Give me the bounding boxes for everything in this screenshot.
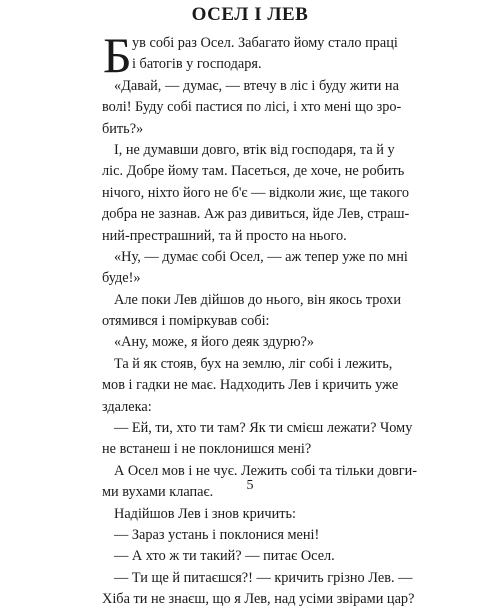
text-line: не встанеш і не поклонишся мені? [102,441,312,458]
text-line: «Давай, — думає, — втечу в ліс і буду жити на [114,77,399,94]
text-line: Надійшов Лев і знов кричить: [114,505,296,522]
text-line: «Ну, — думає собі Осел, — аж тепер уже по мні [114,248,408,265]
first-paragraph [102,27,402,83]
text-line: Але поки Лев дійшов до нього, він якось трохи [114,291,401,308]
text-line: — Зараз устань і поклонися мені! [114,527,320,543]
story-title: ОСЕЛ І ЛЕВ [191,4,309,25]
page-number: 5 [246,478,254,493]
text-line: ми вухами клапає. [102,484,214,501]
text-line: — А хто ж ти такий? — питає Осел. [114,548,335,565]
text-line: добра не зазнав. Аж раз дивиться, йде Лев, страш- [102,206,410,223]
text-line: здалека: [102,398,152,415]
text-line: А Осел мов і не чує. Лежить собі та тільки довги- [114,462,418,479]
text-line: Хіба ти не знаєш, що я Лев, над усіми звірами цар? [102,591,415,608]
text-line: мов і гадки не має. Надходить Лев і кричить уже [102,377,399,394]
text-line: «Ану, може, я його деяк здурю?» [114,334,315,351]
text-line: нічого, ніхто його не б'є — відколи жиє, ще такого [102,184,410,201]
text-line: — Ей, ти, хто ти там? Як ти смієш лежати? Чому [114,420,413,437]
story-text [102,27,418,611]
text-line: і батогів у господаря. [132,56,262,73]
text-line: ув собі раз Осел. Забагато йому стало праці [132,35,398,51]
text-line: — Ти ще й питаєшся?! — кричить грізно Лев. — [114,569,413,586]
text-line: бить?» [102,120,144,137]
text-line: отямився і поміркував собі: [102,313,270,330]
text-line: І, не думавши довго, втік від господаря, та й у [114,141,395,158]
drop-cap-letter: Б [103,27,132,83]
text-line: буде!» [102,270,141,287]
text-line: ліс. Добре йому там. Пасеться, де хоче, не робить [102,163,405,180]
text-line: ний-престрашний, та й просто на нього. [102,227,347,244]
story-lines [102,76,418,611]
text-line: волі! Буду собі пастися по лісі, і хто мені що зро- [102,99,402,116]
text-line: Та й як стояв, бух на землю, ліг собі і лежить, [114,355,393,372]
